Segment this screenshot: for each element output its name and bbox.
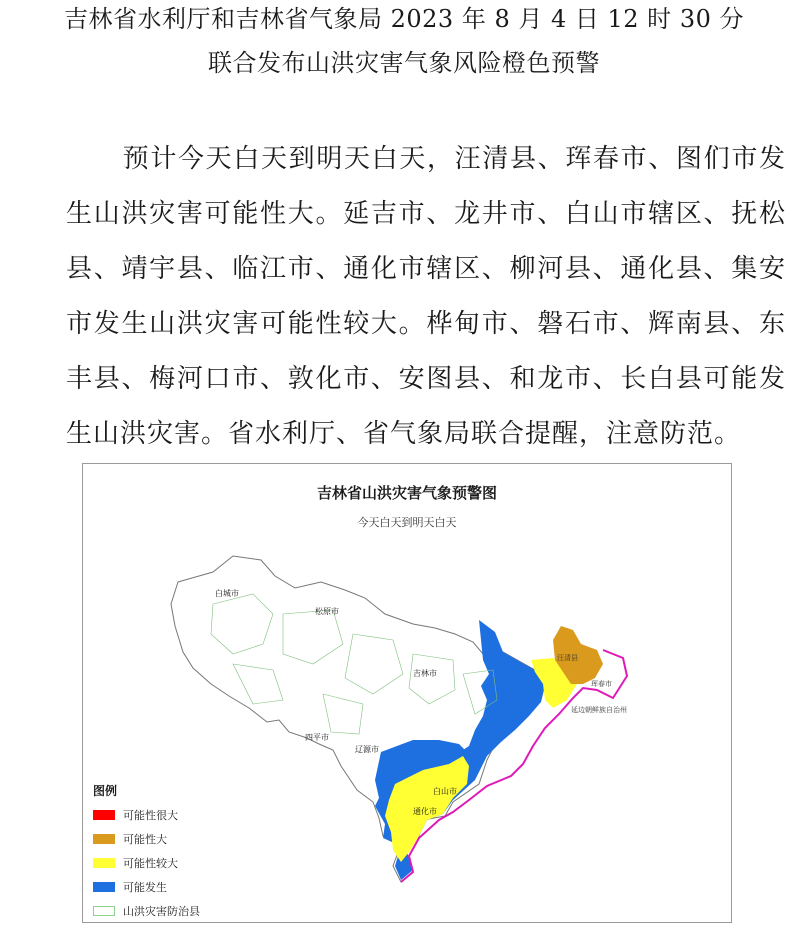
- legend-label: 可能性大: [123, 833, 167, 846]
- label-jilin: 吉林市: [413, 669, 437, 678]
- legend-label: 可能性较大: [123, 857, 178, 870]
- legend-item: [93, 899, 253, 923]
- legend-label: 可能性很大: [123, 809, 178, 822]
- legend-item: [93, 875, 253, 899]
- label-baicheng: 白城市: [215, 589, 239, 598]
- legend-label: 山洪灾害防治县: [123, 905, 200, 918]
- map-legend: [93, 782, 253, 923]
- warning-text: 预计今天白天到明天白天，汪清县、珲春市、图们市发生山洪灾害可能性大。延吉市、龙井市、白山市辖区、抚松县、靖宇县、临江市、通化市辖区、柳河县、通化县、集安市发生山洪灾害可能性较大。桦甸市、磐石市、辉南县、东丰县、梅河口市、敦化市、安图县、和龙市、长白县可能发生山洪灾害。省水利厅、省气象局联合提醒，注意防范。: [66, 144, 786, 449]
- label-hunchun: 珲春市: [591, 680, 612, 688]
- label-tonghua: 通化市: [413, 807, 437, 816]
- label-baishan: 白山市: [433, 787, 457, 796]
- legend-swatch-orange: [93, 834, 115, 844]
- label-yanbian: 延边朝鲜族自治州: [571, 706, 627, 714]
- legend-swatch-blue: [93, 882, 115, 892]
- legend-item: [93, 851, 253, 875]
- legend-item: [93, 827, 253, 851]
- warning-map: [82, 463, 732, 923]
- legend-item: [93, 803, 253, 827]
- legend-label: 可能发生: [123, 881, 167, 894]
- warning-paragraph: [66, 132, 786, 462]
- label-songyuan: 松原市: [315, 607, 339, 616]
- notice-title-line-1: 吉林省水利厅和吉林省气象局 2023 年 8 月 4 日 12 时 30 分: [64, 5, 744, 33]
- label-wangqing: 汪清县: [557, 654, 578, 662]
- label-liaoyuan: 辽源市: [355, 745, 379, 754]
- map-title: 吉林省山洪灾害气象预警图: [316, 484, 497, 502]
- legend-swatch-yellow: [93, 858, 115, 868]
- label-siping: 四平市: [305, 733, 329, 742]
- legend-title: 图例: [93, 784, 118, 798]
- legend-swatch-outline: [93, 906, 115, 916]
- notice-title-line-2: 联合发布山洪灾害气象风险橙色预警: [208, 49, 600, 77]
- legend-swatch-red: [93, 810, 115, 820]
- map-subtitle: 今天白天到明天白天: [357, 516, 457, 529]
